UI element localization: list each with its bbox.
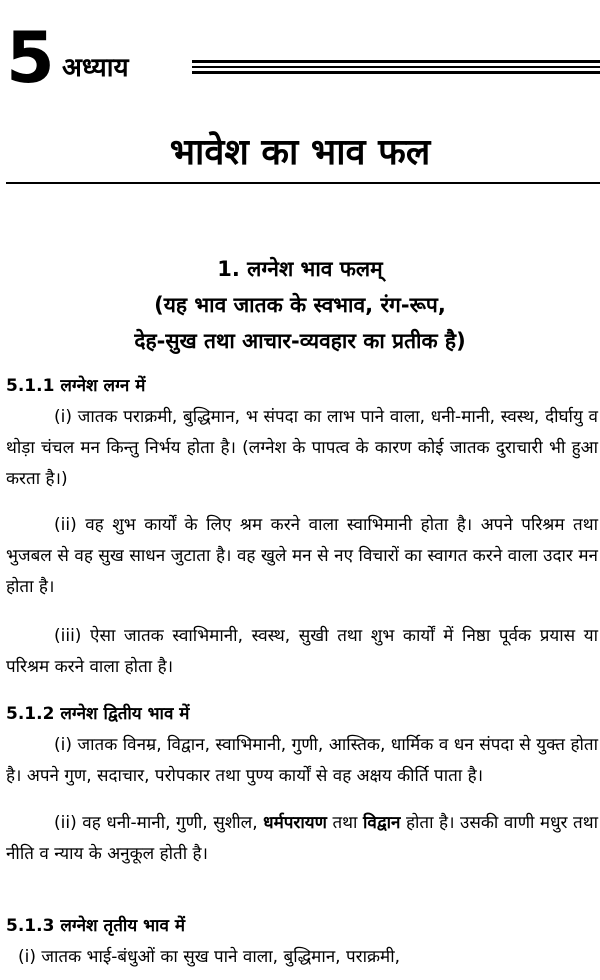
paragraph-5-1-3-i: (i) जातक भाई-बंधुओं का सुख पाने वाला, बुद्धिमान, पराक्रमी, xyxy=(18,947,401,967)
subsection-heading-5-1-2: 5.1.2 लग्नेश द्वितीय भाव में xyxy=(6,704,190,724)
section-heading: 1. लग्नेश भाव फलम् xyxy=(217,257,383,281)
chapter-number: 5 xyxy=(6,17,53,99)
paragraph-5-1-1-iii: (iii) ऐसा जातक स्वाभिमानी, स्वस्थ, सुखी तथा शुभ कार्यों में निष्ठा पूर्वक प्रयास या परिश्रम करने वाला होता है। xyxy=(6,626,598,677)
bold-term-vidvan: विद्वान xyxy=(362,813,401,833)
section-subtitle-line-1: (यह भाव जातक के स्वभाव, रंग-रूप, xyxy=(154,293,446,317)
para-text: तथा xyxy=(326,813,363,833)
header-double-rule xyxy=(192,60,600,74)
paragraph-5-1-1-ii: (ii) वह शुभ कार्यों के लिए श्रम करने वाला स्वाभिमानी होता है। अपने परिश्रम तथा भुजबल से वह सुख साधन जुटाता है। वह खुले मन से नए विचारों का स्वागत करने वाला उदार मन होता है। xyxy=(6,515,598,597)
chapter-label: अध्याय xyxy=(62,53,129,83)
title-divider xyxy=(6,182,600,184)
section-subtitle-line-2: देह-सुख तथा आचार-व्यवहार का प्रतीक है) xyxy=(134,329,466,353)
para-text: (ii) वह धनी-मानी, गुणी, सुशील, xyxy=(54,813,264,833)
subsection-heading-5-1-3: 5.1.3 लग्नेश तृतीय भाव में xyxy=(6,916,185,936)
chapter-title: भावेश का भाव फल xyxy=(169,132,431,173)
paragraph-5-1-2-ii xyxy=(6,808,598,870)
subsection-heading-5-1-1: 5.1.1 लग्नेश लग्न में xyxy=(6,376,146,396)
bold-term-dharmparayan: धर्मपरायण xyxy=(263,813,327,833)
chapter-header xyxy=(6,18,600,98)
para-text: होता है। उसकी वाणी मधुर तथा नीति व न्याय के अनुकूल होती है। xyxy=(6,813,598,864)
paragraph-5-1-1-i: (i) जातक पराक्रमी, बुद्धिमान, भ संपदा का लाभ पाने वाला, धनी-मानी, स्वस्थ, दीर्घायु व थोड़ा चंचल मन किन्तु निर्भय होता है। (लग्नेश के पापत्व के कारण कोई जातक दुराचारी भी हुआ करता है।) xyxy=(6,407,598,489)
paragraph-5-1-2-i: (i) जातक विनम्र, विद्वान, स्वाभिमानी, गुणी, आस्तिक, धार्मिक व धन संपदा से युक्त होता है। अपने गुण, सदाचार, परोपकार तथा पुण्य कार्यों से वह अक्षय कीर्ति पाता है। xyxy=(6,735,598,786)
